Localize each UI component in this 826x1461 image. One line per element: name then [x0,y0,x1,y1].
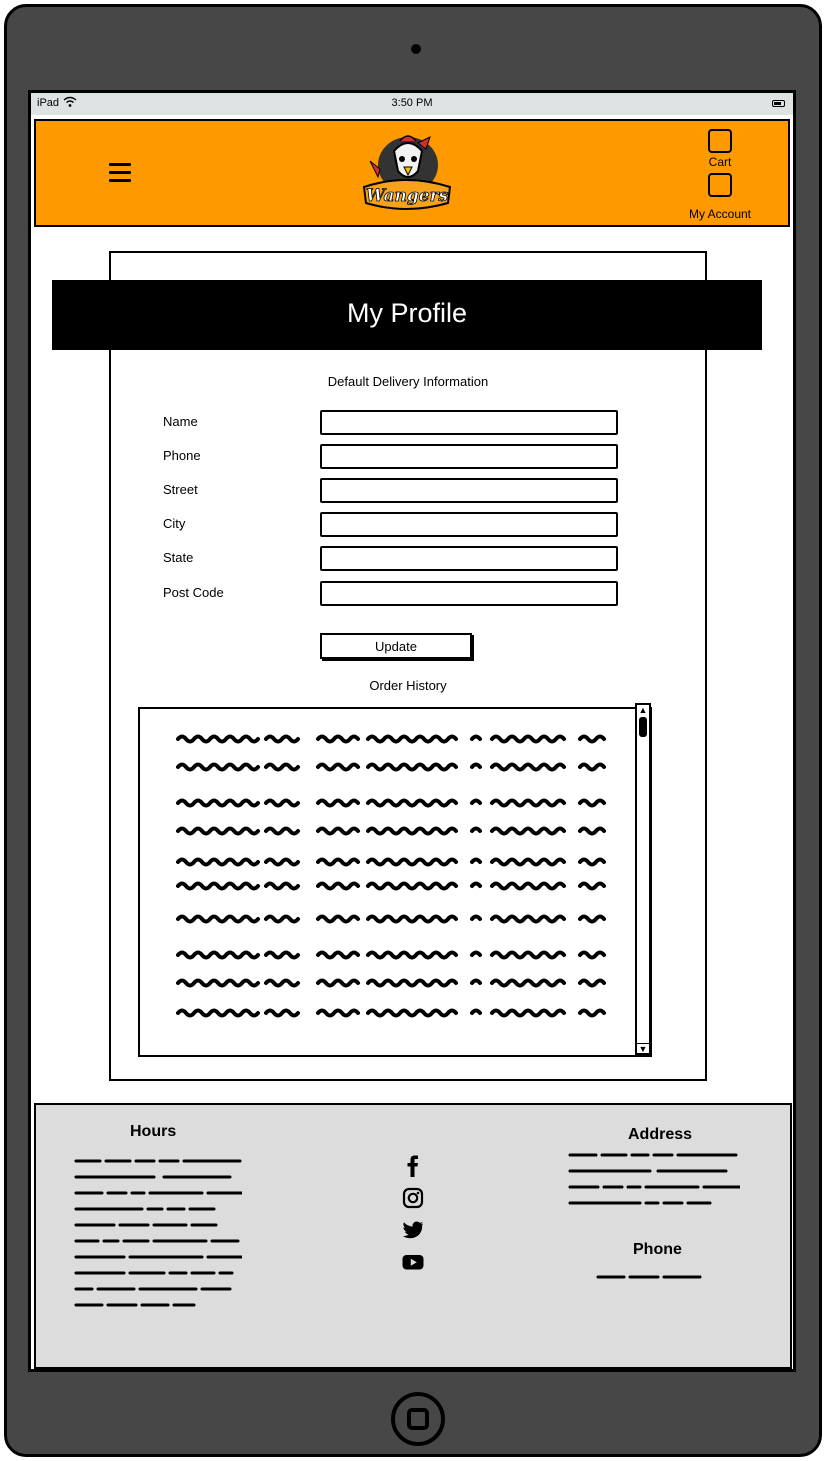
name-input[interactable] [320,410,618,435]
state-label: State [163,550,194,565]
battery-icon [772,100,785,107]
city-label: City [163,516,186,531]
list-item [176,950,608,960]
list-item [176,798,608,808]
list-item [176,881,608,891]
youtube-icon[interactable] [402,1251,424,1273]
phone-label: Phone [163,448,201,463]
my-account-link[interactable]: My Account [688,207,752,221]
list-item [176,762,608,772]
list-item [176,826,608,836]
order-history-heading: Order History [369,678,447,693]
order-history-scrollbar[interactable] [635,703,651,1055]
site-footer [34,1103,792,1369]
postcode-label: Post Code [163,585,224,600]
phone-input[interactable] [320,444,618,469]
street-label: Street [163,482,198,497]
list-item [176,857,608,867]
scroll-thumb[interactable] [639,717,647,737]
instagram-icon[interactable] [402,1187,424,1209]
status-bar [31,93,793,115]
phone-heading: Phone [633,1241,682,1258]
cart-icon[interactable] [708,129,732,153]
name-label: Name [163,414,198,429]
list-item [176,1008,608,1018]
phone-number-text [596,1273,702,1281]
twitter-icon[interactable] [402,1219,424,1241]
carrier-label: iPad [37,97,60,109]
page-title: My Profile [52,280,762,350]
logo-text: Wangers [365,186,449,206]
address-heading: Address [628,1126,693,1143]
list-item [176,914,608,924]
camera [411,44,421,54]
home-button[interactable] [391,1392,445,1446]
list-item [176,978,608,988]
cart-link[interactable]: Cart [708,155,732,169]
account-icon[interactable] [708,173,732,197]
street-input[interactable] [320,478,618,503]
address-text [568,1151,740,1211]
facebook-icon[interactable] [402,1155,424,1177]
scroll-down-icon[interactable]: ▼ [638,1044,648,1054]
state-input[interactable] [320,546,618,571]
delivery-info-heading: Default Delivery Information [327,374,489,389]
hours-text [74,1157,242,1309]
clock: 3:50 PM [391,97,433,109]
update-button[interactable]: Update [320,633,472,659]
city-input[interactable] [320,512,618,537]
scroll-up-icon[interactable]: ▲ [638,705,648,715]
postcode-input[interactable] [320,581,618,606]
hamburger-menu-icon[interactable] [109,163,131,183]
list-item [176,734,608,744]
site-header [34,119,790,227]
screen [28,90,796,1372]
brand-logo[interactable] [356,129,456,217]
hours-heading: Hours [130,1123,177,1140]
